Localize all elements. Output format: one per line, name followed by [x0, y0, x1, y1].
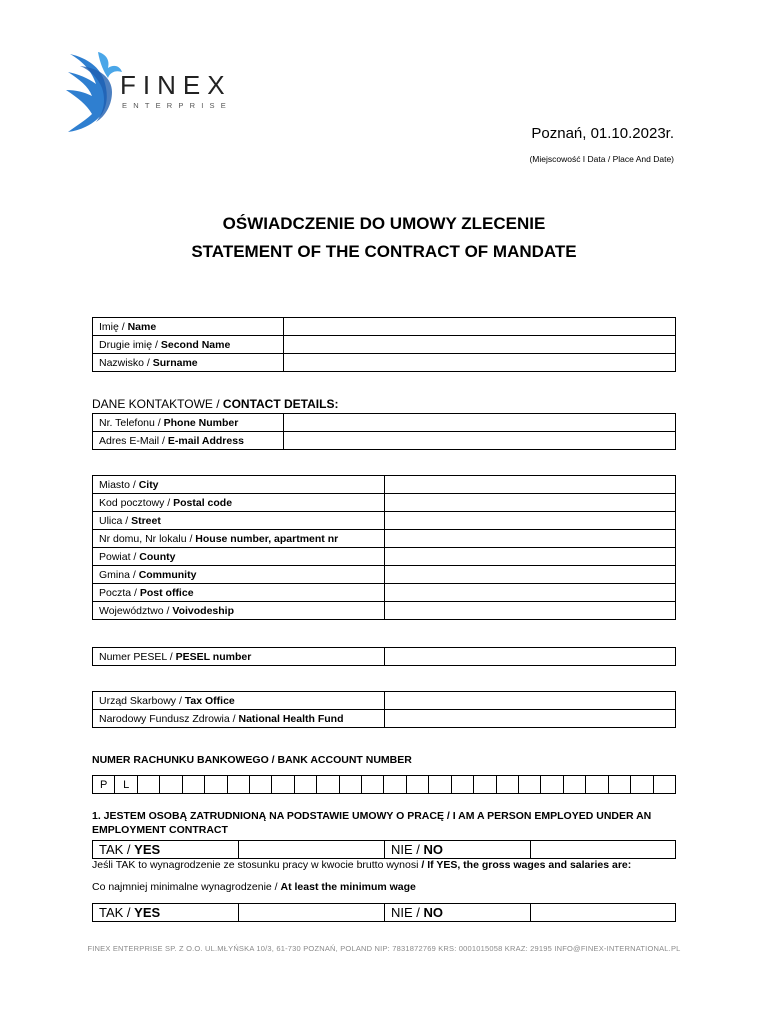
email-field[interactable]: [284, 432, 676, 450]
tax-table: [92, 691, 676, 728]
personal-data-table: [92, 317, 676, 372]
svg-text:FINEX: FINEX: [120, 70, 232, 100]
bank-prefix-cell: P: [93, 776, 115, 794]
table-row: [93, 432, 676, 450]
table-row: [93, 648, 676, 666]
table-row: [93, 841, 676, 859]
table-row: [93, 776, 676, 794]
contact-table: [92, 413, 676, 450]
bank-digit-cell[interactable]: [294, 776, 316, 794]
bank-digit-cell[interactable]: [474, 776, 496, 794]
bank-account-label: NUMER RACHUNKU BANKOWEGO / BANK ACCOUNT NUMBER: [92, 754, 412, 766]
pesel-table: [92, 647, 676, 666]
yes-checkbox-field[interactable]: [239, 904, 385, 922]
yes-checkbox-field[interactable]: [239, 841, 385, 859]
house-number-label: Nr domu, Nr lokalu / House number, apartment nr: [93, 530, 385, 548]
community-field[interactable]: [385, 566, 676, 584]
bank-digit-cell[interactable]: [384, 776, 406, 794]
table-row: [93, 476, 676, 494]
table-row: [93, 354, 676, 372]
bank-digit-cell[interactable]: [339, 776, 361, 794]
bank-account-grid: [92, 775, 676, 794]
post-office-field[interactable]: [385, 584, 676, 602]
tax-office-label: Urząd Skarbowy / Tax Office: [93, 692, 385, 710]
bank-digit-cell[interactable]: [406, 776, 428, 794]
bank-digit-cell[interactable]: [429, 776, 451, 794]
table-row: [93, 414, 676, 432]
table-row: [93, 494, 676, 512]
yes-label: TAK / YES: [93, 904, 239, 922]
pesel-label: Numer PESEL / PESEL number: [93, 648, 385, 666]
no-label: NIE / NO: [385, 904, 531, 922]
pesel-field[interactable]: [385, 648, 676, 666]
table-row: [93, 512, 676, 530]
email-label: Adres E-Mail / E-mail Address: [93, 432, 284, 450]
bank-digit-cell[interactable]: [563, 776, 585, 794]
city-field[interactable]: [385, 476, 676, 494]
name-field[interactable]: [284, 318, 676, 336]
bank-digit-cell[interactable]: [653, 776, 675, 794]
post-office-label: Poczta / Post office: [93, 584, 385, 602]
tax-office-field[interactable]: [385, 692, 676, 710]
name-label: Imię / Name: [93, 318, 284, 336]
phone-field[interactable]: [284, 414, 676, 432]
table-row: [93, 692, 676, 710]
bank-digit-cell[interactable]: [608, 776, 630, 794]
bank-digit-cell[interactable]: [362, 776, 384, 794]
bank-digit-cell[interactable]: [272, 776, 294, 794]
footer-company-info: FINEX ENTERPRISE SP. Z O.O. UL.MŁYŃSKA 10/3, 61-730 POZNAŃ, POLAND NIP: 7831872769 KRS: 0001015058 KRAZ: 29195 INFO@FINEX-INTERNATIONAL.PL: [87, 944, 681, 953]
bank-digit-cell[interactable]: [631, 776, 653, 794]
company-logo: [62, 44, 252, 140]
yes-label: TAK / YES: [93, 841, 239, 859]
postal-code-label: Kod pocztowy / Postal code: [93, 494, 385, 512]
surname-field[interactable]: [284, 354, 676, 372]
bank-digit-cell[interactable]: [137, 776, 159, 794]
bank-digit-cell[interactable]: [519, 776, 541, 794]
table-row: [93, 584, 676, 602]
surname-label: Nazwisko / Surname: [93, 354, 284, 372]
no-checkbox-field[interactable]: [531, 904, 676, 922]
postal-code-field[interactable]: [385, 494, 676, 512]
table-row: [93, 602, 676, 620]
county-label: Powiat / County: [93, 548, 385, 566]
bank-prefix-cell: L: [115, 776, 137, 794]
house-number-field[interactable]: [385, 530, 676, 548]
street-field[interactable]: [385, 512, 676, 530]
table-row: [93, 336, 676, 354]
bank-digit-cell[interactable]: [586, 776, 608, 794]
contact-heading: DANE KONTAKTOWE / CONTACT DETAILS:: [92, 397, 339, 411]
bank-digit-cell[interactable]: [227, 776, 249, 794]
no-label: NIE / NO: [385, 841, 531, 859]
no-checkbox-field[interactable]: [531, 841, 676, 859]
bank-digit-cell[interactable]: [317, 776, 339, 794]
phoenix-logo-icon: [62, 44, 252, 140]
title-polish: OŚWIADCZENIE DO UMOWY ZLECENIE: [222, 214, 546, 233]
minimum-wage-note: Co najmniej minimalne wynagrodzenie / At least the minimum wage: [92, 881, 416, 893]
minimum-wage-answer-table: [92, 903, 676, 922]
table-row: [93, 548, 676, 566]
bank-digit-cell[interactable]: [160, 776, 182, 794]
question-1-answer-table: [92, 840, 676, 859]
place-date-caption: (Miejscowość I Data / Place And Date): [529, 154, 674, 164]
phone-label: Nr. Telefonu / Phone Number: [93, 414, 284, 432]
address-table: [92, 475, 676, 620]
gross-wage-note: Jeśli TAK to wynagrodzenie ze stosunku pracy w kwocie brutto wynosi / If YES, the gross wages and salaries are:: [92, 859, 632, 871]
svg-text:ENTERPRISE: ENTERPRISE: [122, 101, 232, 110]
health-fund-label: Narodowy Fundusz Zdrowia / National Health Fund: [93, 710, 385, 728]
table-row: [93, 318, 676, 336]
second-name-label: Drugie imię / Second Name: [93, 336, 284, 354]
table-row: [93, 710, 676, 728]
bank-digit-cell[interactable]: [451, 776, 473, 794]
bank-digit-cell[interactable]: [496, 776, 518, 794]
street-label: Ulica / Street: [93, 512, 385, 530]
table-row: [93, 530, 676, 548]
voivodeship-field[interactable]: [385, 602, 676, 620]
bank-digit-cell[interactable]: [249, 776, 271, 794]
table-row: [93, 566, 676, 584]
city-label: Miasto / City: [93, 476, 385, 494]
second-name-field[interactable]: [284, 336, 676, 354]
community-label: Gmina / Community: [93, 566, 385, 584]
question-1-text: 1. JESTEM OSOBĄ ZATRUDNIONĄ NA PODSTAWIE UMOWY O PRACĘ / I AM A PERSON EMPLOYED UNDER AN EMPLOYMENT CONTRACT: [92, 810, 652, 836]
county-field[interactable]: [385, 548, 676, 566]
bank-digit-cell[interactable]: [205, 776, 227, 794]
voivodeship-label: Województwo / Voivodeship: [93, 602, 385, 620]
bank-digit-cell[interactable]: [541, 776, 563, 794]
place-date: Poznań, 01.10.2023r.: [531, 125, 674, 142]
title-english: STATEMENT OF THE CONTRACT OF MANDATE: [191, 242, 577, 261]
bank-digit-cell[interactable]: [182, 776, 204, 794]
table-row: [93, 904, 676, 922]
health-fund-field[interactable]: [385, 710, 676, 728]
